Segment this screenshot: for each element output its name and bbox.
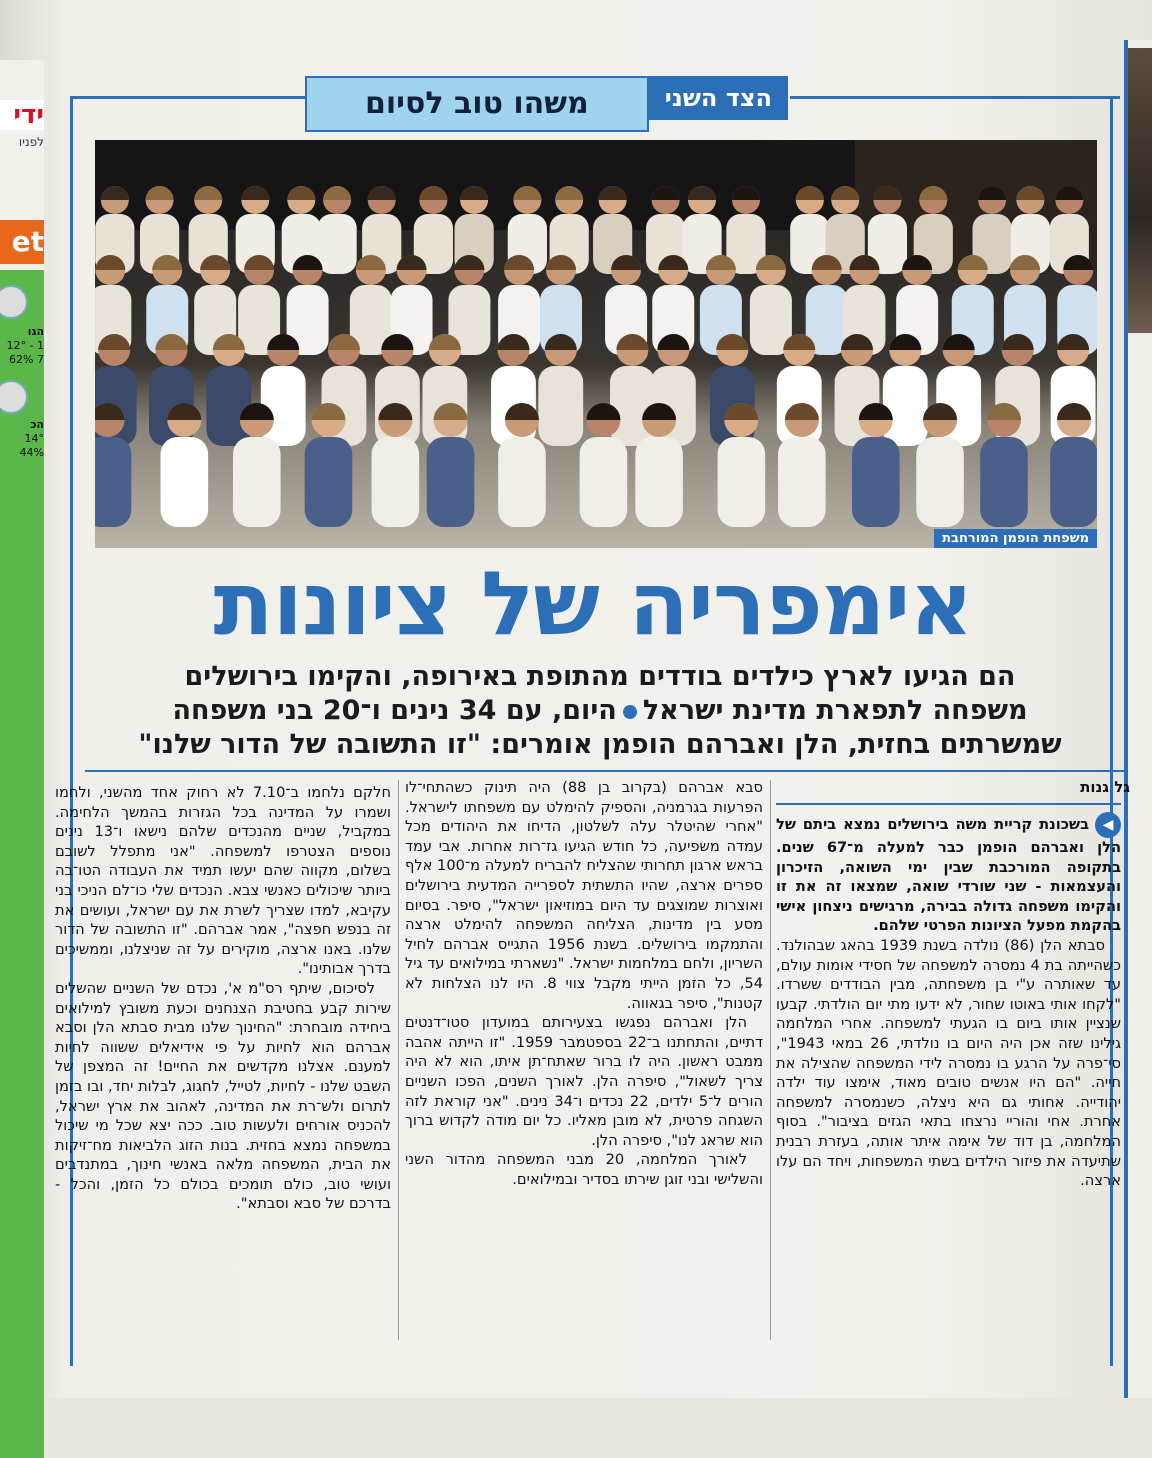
frame-top-right xyxy=(790,96,1120,99)
bullet-dot-icon xyxy=(623,705,637,719)
masthead-sub: לפניו xyxy=(18,135,44,149)
weather-city-2: הכ xyxy=(30,418,44,431)
person-body xyxy=(206,366,251,446)
person-body xyxy=(161,437,209,527)
person-body xyxy=(778,437,826,527)
person-body xyxy=(233,437,281,527)
article-lead-paragraph xyxy=(776,812,1121,936)
person-body xyxy=(498,437,546,527)
family-group-photo xyxy=(95,140,1097,548)
section-header xyxy=(305,70,788,132)
person-body xyxy=(852,437,900,527)
person-body xyxy=(580,437,628,527)
person-body xyxy=(635,437,683,527)
person-body xyxy=(305,437,353,527)
brand-fragment: et xyxy=(0,220,44,264)
column-divider xyxy=(770,780,771,1340)
article-column-left xyxy=(55,783,391,1214)
weather-humidity-1: 62% 7 xyxy=(9,353,44,366)
play-arrow-icon: ◀ xyxy=(1095,812,1121,838)
adjacent-page-left xyxy=(0,60,44,1398)
weather-humidity-2: 44% xyxy=(19,446,44,459)
person-body xyxy=(718,437,766,527)
person-body xyxy=(372,437,420,527)
article-paragraph: חלקם נלחמו ב־7.10 לא רחוק אחד מהשני, ולחמו ושמרו על המדינה בכל הגזרות בהמשך הלחימה. במקביל, שניים מהנכדים שלהם נישאו ו־13 נינים נוספים הצטרפו למשפחה. "אני מתפלל לשובם בשלום, מקווה שהם יעשו תמיד את העבודה הטו־בה ביותר שיכולים כאנשי צבא. הנכדים שלי כו־לם הניכי בני עקיבא, למדו שצריך לשרת את עם ישראל, ועושים את זה בנפש חפצה", אמר אברהם. "זו התשובה של הדור שלנו. באנו ארצה, מוקירים על זה שניצלנו, וממשיכים בדרך אבותינו". xyxy=(55,784,391,978)
article-paragraph: סבתא הלן (86) נולדה בשנת 1939 בהאג שבהולנד. כשהייתה בת 4 נמסרה למשפחה של חסידי אומות עולם, עד שאותרה ע"י בן משפחתה, מבין הבודדים ששרדו. "לקחו אותי באוטו שחור, לא ידעו מתי יום הולדתי. קבעו שנציין אותו ביום בו הגעתי למשפחה. אחרי המלחמה גילינו שזה אכן היה היום בו נולדתי, 26 במאי 1943", סי־פרה על הרגע בו נמסרה לידי המשפחה שהצילה את חייה. "הם היו אנשים טובים מאוד, אימצו עוד ילדה יהודייה. אחותי גם היא ניצלה, כשנמסרה למשפחה אחרת. אחי והוריי נרצחו בתאי הגזים בציבור". בסוף המלחמה, בן דוד של אימה איתר אותה, בעזרת רבנית שתיעדה את פיזור הילדים בשתי המשפחות, ויחד הם עלו ארצה. xyxy=(776,936,1121,1190)
section-label: הצד השני xyxy=(649,76,788,120)
byline-rule xyxy=(776,803,1121,805)
headline: אימפריה של ציונות xyxy=(213,552,973,655)
person-body xyxy=(883,366,928,446)
subheadline-line-1: הם הגיעו לארץ כילדים בודדים מהתופת באירופה, והקימו בירושלים xyxy=(184,661,1016,692)
article-paragraph: הלן ואברהם נפגשו בצעירותם במועדון סטו־דנטים דתיים, והתחתנו ב־22 בספטמבר 1959. "זו הייתה אהבה ממבט ראשון. היה לו ברור שאתח־תן איתו, הוא לא היה צריך לשאול", סיפרה הלן. לאורך השנים, הפכו השניים הורים ל־5 ילדים, 22 נכדים ו־34 נינים. "אני קוראת לזה השגחה פרטית, לא מובן מאליו. כל יום מודה לקדוש ברוך הוא שראג לנו", סיפרה הלן. xyxy=(405,1014,763,1149)
byline: גל גנות xyxy=(1080,778,1130,796)
photo-credit: משפחת הופמן המורחבת xyxy=(934,529,1097,548)
masthead-fragment: ידי xyxy=(0,100,44,130)
article-column-right xyxy=(776,812,1121,1191)
feature-title: משהו טוב לסיום xyxy=(305,76,649,132)
person-body xyxy=(261,366,306,446)
cloud-icon xyxy=(0,380,28,414)
person-body xyxy=(427,437,475,527)
adjacent-photo xyxy=(1128,48,1152,333)
cloud-icon xyxy=(0,285,28,319)
subheadline-line-3: שמשרתים בחזית, הלן ואברהם הופמן אומרים: "זו התשובה של הדור שלנו" xyxy=(138,729,1062,760)
divider-rule xyxy=(85,770,1125,772)
article-paragraph: סבא אברהם (בקרוב בן 88) היה תינוק כשהתחי־לו הפרעות בגרמניה, והספיק להימלט עם משפחתו לישראל. "אחרי שהיטלר עלה לשלטון, הדיחו את היהודים מכל עמדה משפיעה, כל חודש הגיעו גז־רות אחרות. אבי עמד בראש ארגון תחרותי שהצליח להבריח למעלה מ־100 אלף ספרים ארצה, שהיו התשתית לספרייה המדעית בירושלים ואוצרות שמוצגים עד היום במוזיאון ישראל", סיפר. בסיום מסע בין מדינות, הצליחה המשפחה להימלט ארצה והתמקמו בירושלים. בשנת 1956 התגייס אברהם לחיל השריון, ולחם במלחמות ישראל. "נשארתי במילואים עד גיל 54, כל הזמן הייתי מקבל צווי 8. היו לנו הצלחות לא קטנות", סיפר בגאווה. xyxy=(405,779,763,1012)
person-body xyxy=(980,437,1028,527)
person-body xyxy=(916,437,964,527)
person-body xyxy=(1050,437,1097,527)
frame-top-left xyxy=(70,96,310,99)
weather-temp-2: 14° xyxy=(24,432,44,445)
article-paragraph: לאורך המלחמה, 20 מבני המשפחה מהדור השני והשלישי ובני זוגן שירתו בסדיר ובמילואים. xyxy=(405,1151,763,1188)
column-divider xyxy=(398,780,399,1340)
person-body xyxy=(317,214,356,274)
weather-city-1: הגו xyxy=(27,325,44,338)
person-body xyxy=(610,366,655,446)
subheadline-line-2 xyxy=(85,694,1115,728)
article-paragraph: לסיכום, שיתף רס"מ א', נכדם של השניים שהשלים שירות קבע בחטיבת הצנחנים וכעת משובץ למילואים ביחידה מובחרת: "החינוך שלנו מבית סבתא הלן וסבא אברהם הוא לחיות על פי אידיאלים ששווה לחיות למענם. אצלנו מקדשים את החיים! זה המצפן של השבט שלנו - לחיות, לטייל, לחגוג, לבלות יחד, ובו בזמן לתרום ולש־רת את המדינה, לאהוב את ארץ ישראל, להכניס אורחים ולעשות טוב. ככה יצא שכל מי שיכול במשפחה נמצא בחזית. בנות הזוג הלביאות מח־זיקות את הבית, המשפחה מלאה באנשי חינוך, במתנדבים ועושי טוב, כולם תומכים בכולם כל הזמן, והכל - בדרכם של סבא וסבתא". xyxy=(55,979,391,1213)
adjacent-border xyxy=(1124,40,1128,1398)
subheadline xyxy=(85,660,1115,762)
article-column-middle xyxy=(405,778,763,1189)
weather-panel xyxy=(0,270,44,1458)
person-body xyxy=(538,366,583,446)
weather-temp-1: 12° - 1 xyxy=(6,339,44,352)
subheadline-line-2a: משפחה לתפארת מדינת ישראל xyxy=(642,695,1028,726)
subheadline-line-2b: היום, עם 34 נינים ו־20 בני משפחה xyxy=(172,695,617,726)
person-body xyxy=(95,437,131,527)
lead-text: בשכונת קריית משה בירושלים נמצא ביתם של הלן ואברהם הופמן כבר למעלה מ־67 שנים. בתקופה המורכבת שבין ימי השואה, הזיכרון והעצמאות - שני שורדי שואה, שמצאו זה את זו והקימו משפחה גדולה בבירה, מרגישים ניצחון אישי בהקמת מפעל הציונות הפרטי שלהם. xyxy=(776,816,1122,935)
